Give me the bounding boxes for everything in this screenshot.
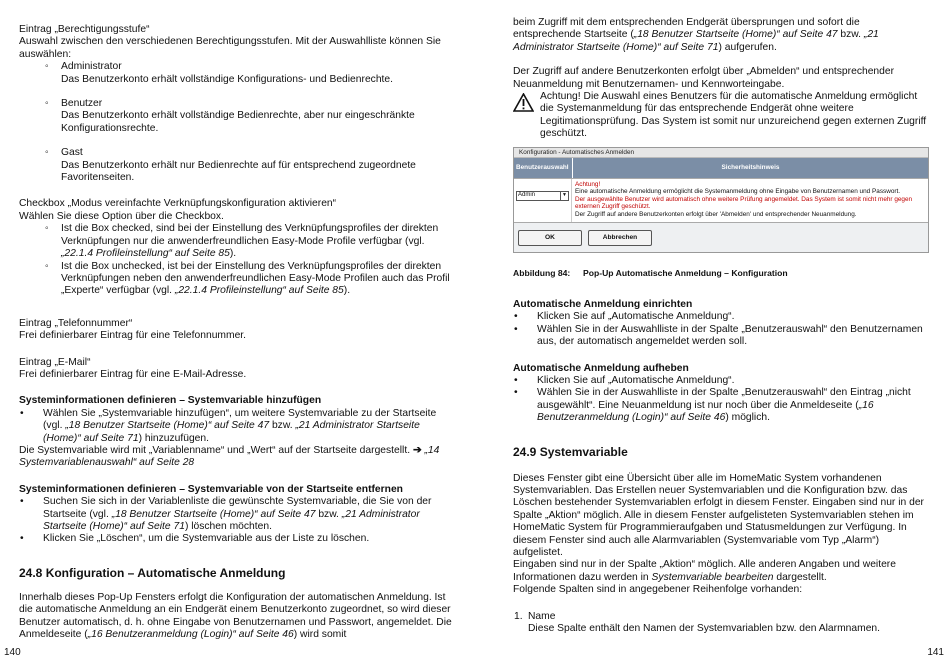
emphasis-text: Systemvariable bearbeiten	[651, 571, 774, 583]
item-text-end: ) hinzuzufügen.	[138, 432, 209, 444]
user-select-value: Admin	[518, 192, 536, 199]
item-text: Ist die Box unchecked, ist bei der Einstellung des Verknüpfungsprofiles der direkten Verknüpfungen neben den anwenderfreundlichen Easy-Mode Profilen auch das Profil „Experte“ verfügbar (vgl.	[61, 260, 450, 297]
item-text-mid: bzw.	[318, 508, 339, 520]
para-text: Die Systemvariable wird mit „Variablenname“ und „Wert“ auf der Startseite dargestellt.	[19, 444, 411, 456]
figure-caption-text: Pop-Up Automatische Anmeldung – Konfiguration	[583, 267, 788, 278]
para-text: Innerhalb dieses Pop-Up Fensters erfolgt die Konfiguration der automatischen Anmeldung. Ist die automatische Anmeldung an ein Endgerät einem Benutzerkonto zugeordnet, so wird dieser Benutzer automatisch, d. h. ohne Eingabe von Benutzernamen und Passwort, angemeldet. Die Anmeldeseite (	[19, 591, 452, 641]
para-text-mid: bzw.	[840, 29, 862, 41]
item-text: Ist die Box checked, sind bei der Einstellung des Verknüpfungsprofiles der direkten Verknüpfungen nur die anwenderfreundlichen Easy-Mode Profile verfügbar (vgl.	[61, 223, 439, 247]
item-text: Wählen Sie in der Auswahlliste in der Spalte „Benutzerauswahl“ den Eintrag „nicht ausgewählt“. Eine Neuanmeldung ist nur noch über die Anmeldeseite (	[537, 387, 911, 411]
list-item-text: Diese Spalte enthält den Namen der Systemvariablen bzw. den Alarmnamen.	[528, 623, 881, 635]
section-para: Folgende Spalten sind in angegebener Reihenfolge vorhanden:	[513, 584, 803, 596]
list-item-text: Das Benutzerkonto erhält vollständige Konfigurations- und Bedienrechte.	[61, 73, 393, 85]
list-item: • Klicken Sie auf „Automatische Anmeldung“.	[513, 311, 930, 323]
list-number: 1.	[514, 610, 523, 622]
cross-reference-link[interactable]: „16 Benutzeranmeldung (Login)“ auf Seite 46	[87, 629, 294, 641]
checkbox-heading: Checkbox „Modus vereinfachte Verknüpfungskonfiguration aktivieren“	[19, 198, 337, 210]
aufheben-heading: Automatische Anmeldung aufheben	[513, 362, 689, 374]
list-item	[19, 261, 453, 298]
section-para	[513, 559, 930, 584]
list-item	[19, 408, 453, 445]
email-heading: Eintrag „E-Mail“	[19, 356, 91, 368]
cross-reference-link[interactable]: „18 Benutzer Startseite (Home)“ auf Seite 47	[633, 29, 838, 41]
item-text-end: ) möglich.	[725, 412, 770, 424]
dialog-header	[514, 158, 928, 178]
list-item	[19, 98, 453, 135]
list-item	[19, 147, 453, 184]
warning-icon	[513, 93, 534, 112]
security-text: Eine automatische Anmeldung ermöglicht die Systemanmeldung ohne Eingabe von Benutzernamen und Passwort.	[575, 188, 901, 196]
autologin-dialog	[513, 147, 929, 253]
para-text: beim Zugriff mit dem entsprechenden Endgerät übersprungen und sofort die entsprechende Startseite (	[513, 17, 860, 41]
section-para: Dieses Fenster gibt eine Übersicht über alle im HomeMatic System vorhandenen Systemvariablen. Das Erstellen neuer Systemvariablen und die Konfiguration bzw. das Löschen bestehender Systemvariablen erfolgt in diesem Fenster. Eingaben sind nur in der Spalte „Aktion“ möglich. Alle in diesem Fenster aufgelisteten Systemvariablen stehen im HomeMatic System für Programmieraufgaben und Statusmeldungen zur Verfügung. In diesem Fenster sind auch alle Alarmvariablen (Systemvariable vom Typ „Alarm“) aufgelistet.	[513, 472, 924, 558]
list-item: • Klicken Sie „Löschen“, um die Systemvariable aus der Liste zu löschen.	[19, 533, 453, 545]
figure-label: Abbildung 84:	[513, 267, 571, 278]
security-message	[572, 179, 928, 222]
section-para	[19, 592, 453, 642]
section-title: 24.9 Systemvariable	[513, 444, 628, 459]
email-text: Frei definierbarer Eintrag für eine E-Mail-Adresse.	[19, 368, 247, 380]
telefon-text: Frei definierbarer Eintrag für eine Telefonnummer.	[19, 330, 247, 342]
list-item	[513, 387, 930, 424]
list-item-text: Das Benutzerkonto erhält nur Bedienrechte auf für entsprechend zugeordnete Favoritenseiten.	[61, 159, 416, 184]
sysinfo-add-heading: Systeminformationen definieren – Systemvariable hinzufügen	[19, 395, 322, 407]
para-text: Eingaben sind nur in der Spalte „Aktion“ möglich. Alle anderen Angaben und weitere Informationen dazu werden in	[513, 559, 896, 583]
cross-reference-link[interactable]: „21 Administrator Startseite (Home)“ auf Seite 71	[43, 508, 420, 532]
security-warning-text: Der ausgewählte Benutzer wird automatisch ohne weitere Prüfung angemeldet. Das System ist somit nicht mehr gegen externen Zugriff geschützt.	[575, 195, 913, 211]
dialog-body	[514, 178, 928, 223]
item-text: Suchen Sie sich in der Variablenliste die gewünschte Systemvariable, die Sie von der Startseite (vgl.	[43, 496, 432, 520]
list-item-title: ◦ Gast	[61, 147, 83, 159]
cross-reference-link[interactable]: „22.1.4 Profileinstellung“ auf Seite 85	[174, 285, 344, 297]
figure-caption	[513, 267, 930, 279]
column-header-sicherheitshinweis: Sicherheitshinweis	[721, 164, 780, 172]
cross-reference-link[interactable]: „21 Administrator Startseite (Home)“ auf Seite 71	[513, 29, 879, 53]
page-number: 141	[927, 646, 944, 658]
item-text-end: ).	[229, 248, 237, 260]
berechtigung-intro: Auswahl zwischen den verschiedenen Berechtigungsstufen. Mit der Auswahlliste können Sie auswählen:	[19, 36, 441, 60]
para-text-end: ) aufgerufen.	[718, 41, 777, 53]
cross-reference-link[interactable]: „21 Administrator Startseite (Home)“ auf Seite 71	[43, 420, 420, 444]
chevron-down-icon: ▼	[562, 192, 567, 199]
para-text-end: ) wird somit	[293, 629, 347, 641]
para-text-end: dargestellt.	[776, 571, 827, 583]
warning-block	[513, 91, 930, 141]
sysinfo-remove-heading: Systeminformationen definieren – Systemvariable von der Startseite entfernen	[19, 483, 403, 495]
list-item: • Wählen Sie in der Auswahlliste in der Spalte „Benutzerauswahl“ den Benutzernamen aus, der automatisch angemeldet werden soll.	[513, 324, 930, 349]
section-title: 24.8 Konfiguration – Automatische Anmeldung	[19, 565, 286, 580]
dialog-footer	[514, 223, 928, 251]
security-text: Der Zugriff auf andere Benutzerkonten erfolgt über 'Abmelden' und entsprechender Neuanmeldung.	[575, 210, 857, 218]
warning-label: Achtung!	[575, 181, 601, 189]
cross-reference-link[interactable]: „14 Systemvariablenauswahl“ auf Seite 28	[19, 444, 440, 469]
cancel-button[interactable]: Abbrechen	[588, 230, 652, 245]
user-select-cell	[514, 179, 572, 222]
einrichten-heading: Automatische Anmeldung einrichten	[513, 298, 693, 310]
list-item: • Klicken Sie auf „Automatische Anmeldung“.	[513, 375, 930, 387]
telefon-heading: Eintrag „Telefonnummer“	[19, 317, 133, 329]
checkbox-intro: Wählen Sie diese Option über die Checkbox.	[19, 210, 224, 222]
numbered-list-item	[513, 611, 930, 636]
berechtigung-heading: Eintrag „Berechtigungsstufe“	[19, 24, 150, 35]
page-number: 140	[4, 646, 21, 658]
arrow-icon: ➔	[412, 444, 422, 456]
warning-text: Achtung! Die Auswahl eines Benutzers für die automatische Anmeldung ermöglicht die Systemanmeldung für das entsprechende Endgerät ohne weitere Legitimationsprüfung. Das System ist somit nur unzureichend gegen externen Zugriff geschützt.	[540, 91, 927, 140]
list-item	[19, 61, 453, 86]
cross-reference-link[interactable]: „18 Benutzer Startseite (Home)“ auf Seite 47	[111, 508, 316, 520]
item-text: Wählen Sie „Systemvariable hinzufügen“, um weitere Systemvariable zu der Startseite (vgl.	[43, 407, 437, 432]
access-para: Der Zugriff auf andere Benutzerkonten erfolgt über „Abmelden“ und entsprechender Neuanmeldung mit Benutzernamen- und Kennworteingabe.	[513, 66, 895, 90]
right-page	[475, 0, 950, 661]
ok-button[interactable]: OK	[518, 230, 582, 245]
item-text-end: ).	[343, 285, 351, 297]
dialog-title: Konfiguration - Automatisches Anmelden	[514, 148, 928, 158]
intro-para	[513, 17, 930, 54]
item-text-end: ) löschen möchten.	[184, 521, 272, 532]
list-item-title: ◦ Benutzer	[61, 98, 103, 110]
list-item-title: Name	[528, 610, 556, 622]
list-item	[19, 496, 453, 533]
list-item	[19, 223, 453, 260]
user-select[interactable]	[516, 191, 569, 201]
sysinfo-add-para	[19, 445, 453, 470]
item-text-mid: bzw.	[271, 420, 293, 432]
column-header-benutzerauswahl: Benutzerauswahl	[514, 158, 573, 178]
list-item-text: Das Benutzerkonto erhält vollständige Bedienrechte, aber nur eingeschränkte Konfigurationsrechte.	[61, 110, 415, 134]
cross-reference-link[interactable]: „18 Benutzer Startseite (Home)“ auf Seite 47	[65, 420, 270, 432]
cross-reference-link[interactable]: „16 Benutzeranmeldung (Login)“ auf Seite 46	[537, 399, 874, 424]
cross-reference-link[interactable]: „22.1.4 Profileinstellung“ auf Seite 85	[61, 248, 230, 260]
list-item-title: ◦ Administrator	[61, 61, 122, 73]
